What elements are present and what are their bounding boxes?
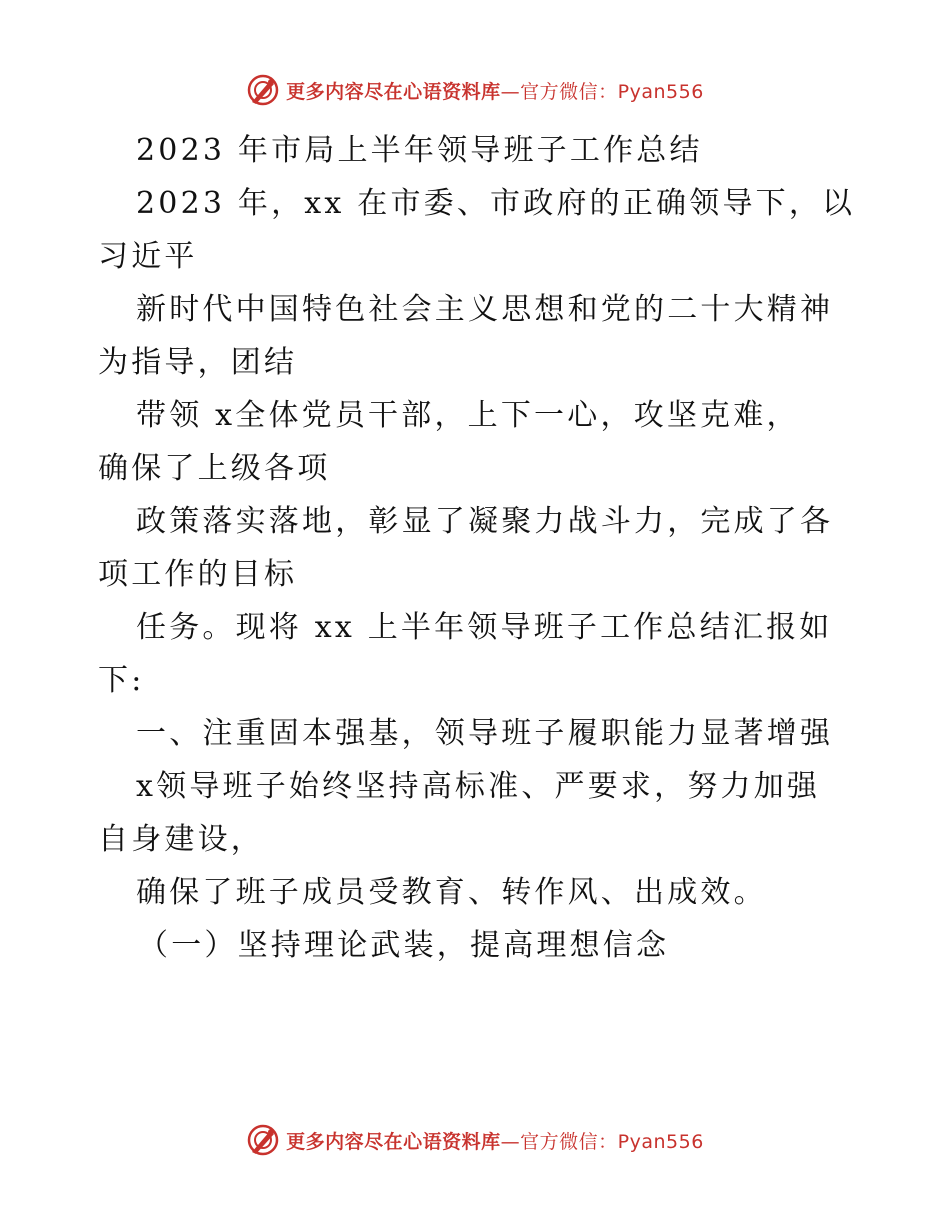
watermark-text: 更多内容尽在心语资料库—官方微信：Pyan556 xyxy=(286,1130,704,1153)
watermark-footer xyxy=(0,1120,950,1160)
subsection-heading: （一）坚持理论武装，提高理想信念 xyxy=(138,928,670,963)
document-title: 2023 年市局上半年领导班子工作总结 xyxy=(136,133,703,168)
paragraph-line: 确保了上级各项 xyxy=(98,451,331,486)
paragraph-line: 项工作的目标 xyxy=(98,557,298,592)
paragraph-line: 自身建设， xyxy=(98,822,264,857)
pen-seal-icon xyxy=(246,1123,280,1157)
paragraph-line: x领导班子始终坚持高标准、严要求，努力加强 xyxy=(136,769,821,804)
paragraph-line: 任务。现将 xx 上半年领导班子工作总结汇报如 xyxy=(136,610,833,645)
paragraph-line: 习近平 xyxy=(98,239,198,274)
paragraph-line: 新时代中国特色社会主义思想和党的二十大精神 xyxy=(136,292,834,327)
paragraph-line: 带领 x全体党员干部，上下一心，攻坚克难， xyxy=(136,398,800,433)
paragraph-line: 2023 年，xx 在市委、市政府的正确领导下，以 xyxy=(136,186,856,221)
document-body xyxy=(98,124,858,972)
paragraph-line: 政策落实落地，彰显了凝聚力战斗力，完成了各 xyxy=(136,504,834,539)
section-heading: 一、注重固本强基，领导班子履职能力显著增强 xyxy=(136,716,834,751)
paragraph-line: 为指导，团结 xyxy=(98,345,298,380)
watermark-header xyxy=(0,70,950,110)
pen-seal-icon xyxy=(246,73,280,107)
watermark-text: 更多内容尽在心语资料库—官方微信：Pyan556 xyxy=(286,80,704,103)
paragraph-line: 下: xyxy=(98,663,145,698)
paragraph-line: 确保了班子成员受教育、转作风、出成效。 xyxy=(136,875,767,910)
